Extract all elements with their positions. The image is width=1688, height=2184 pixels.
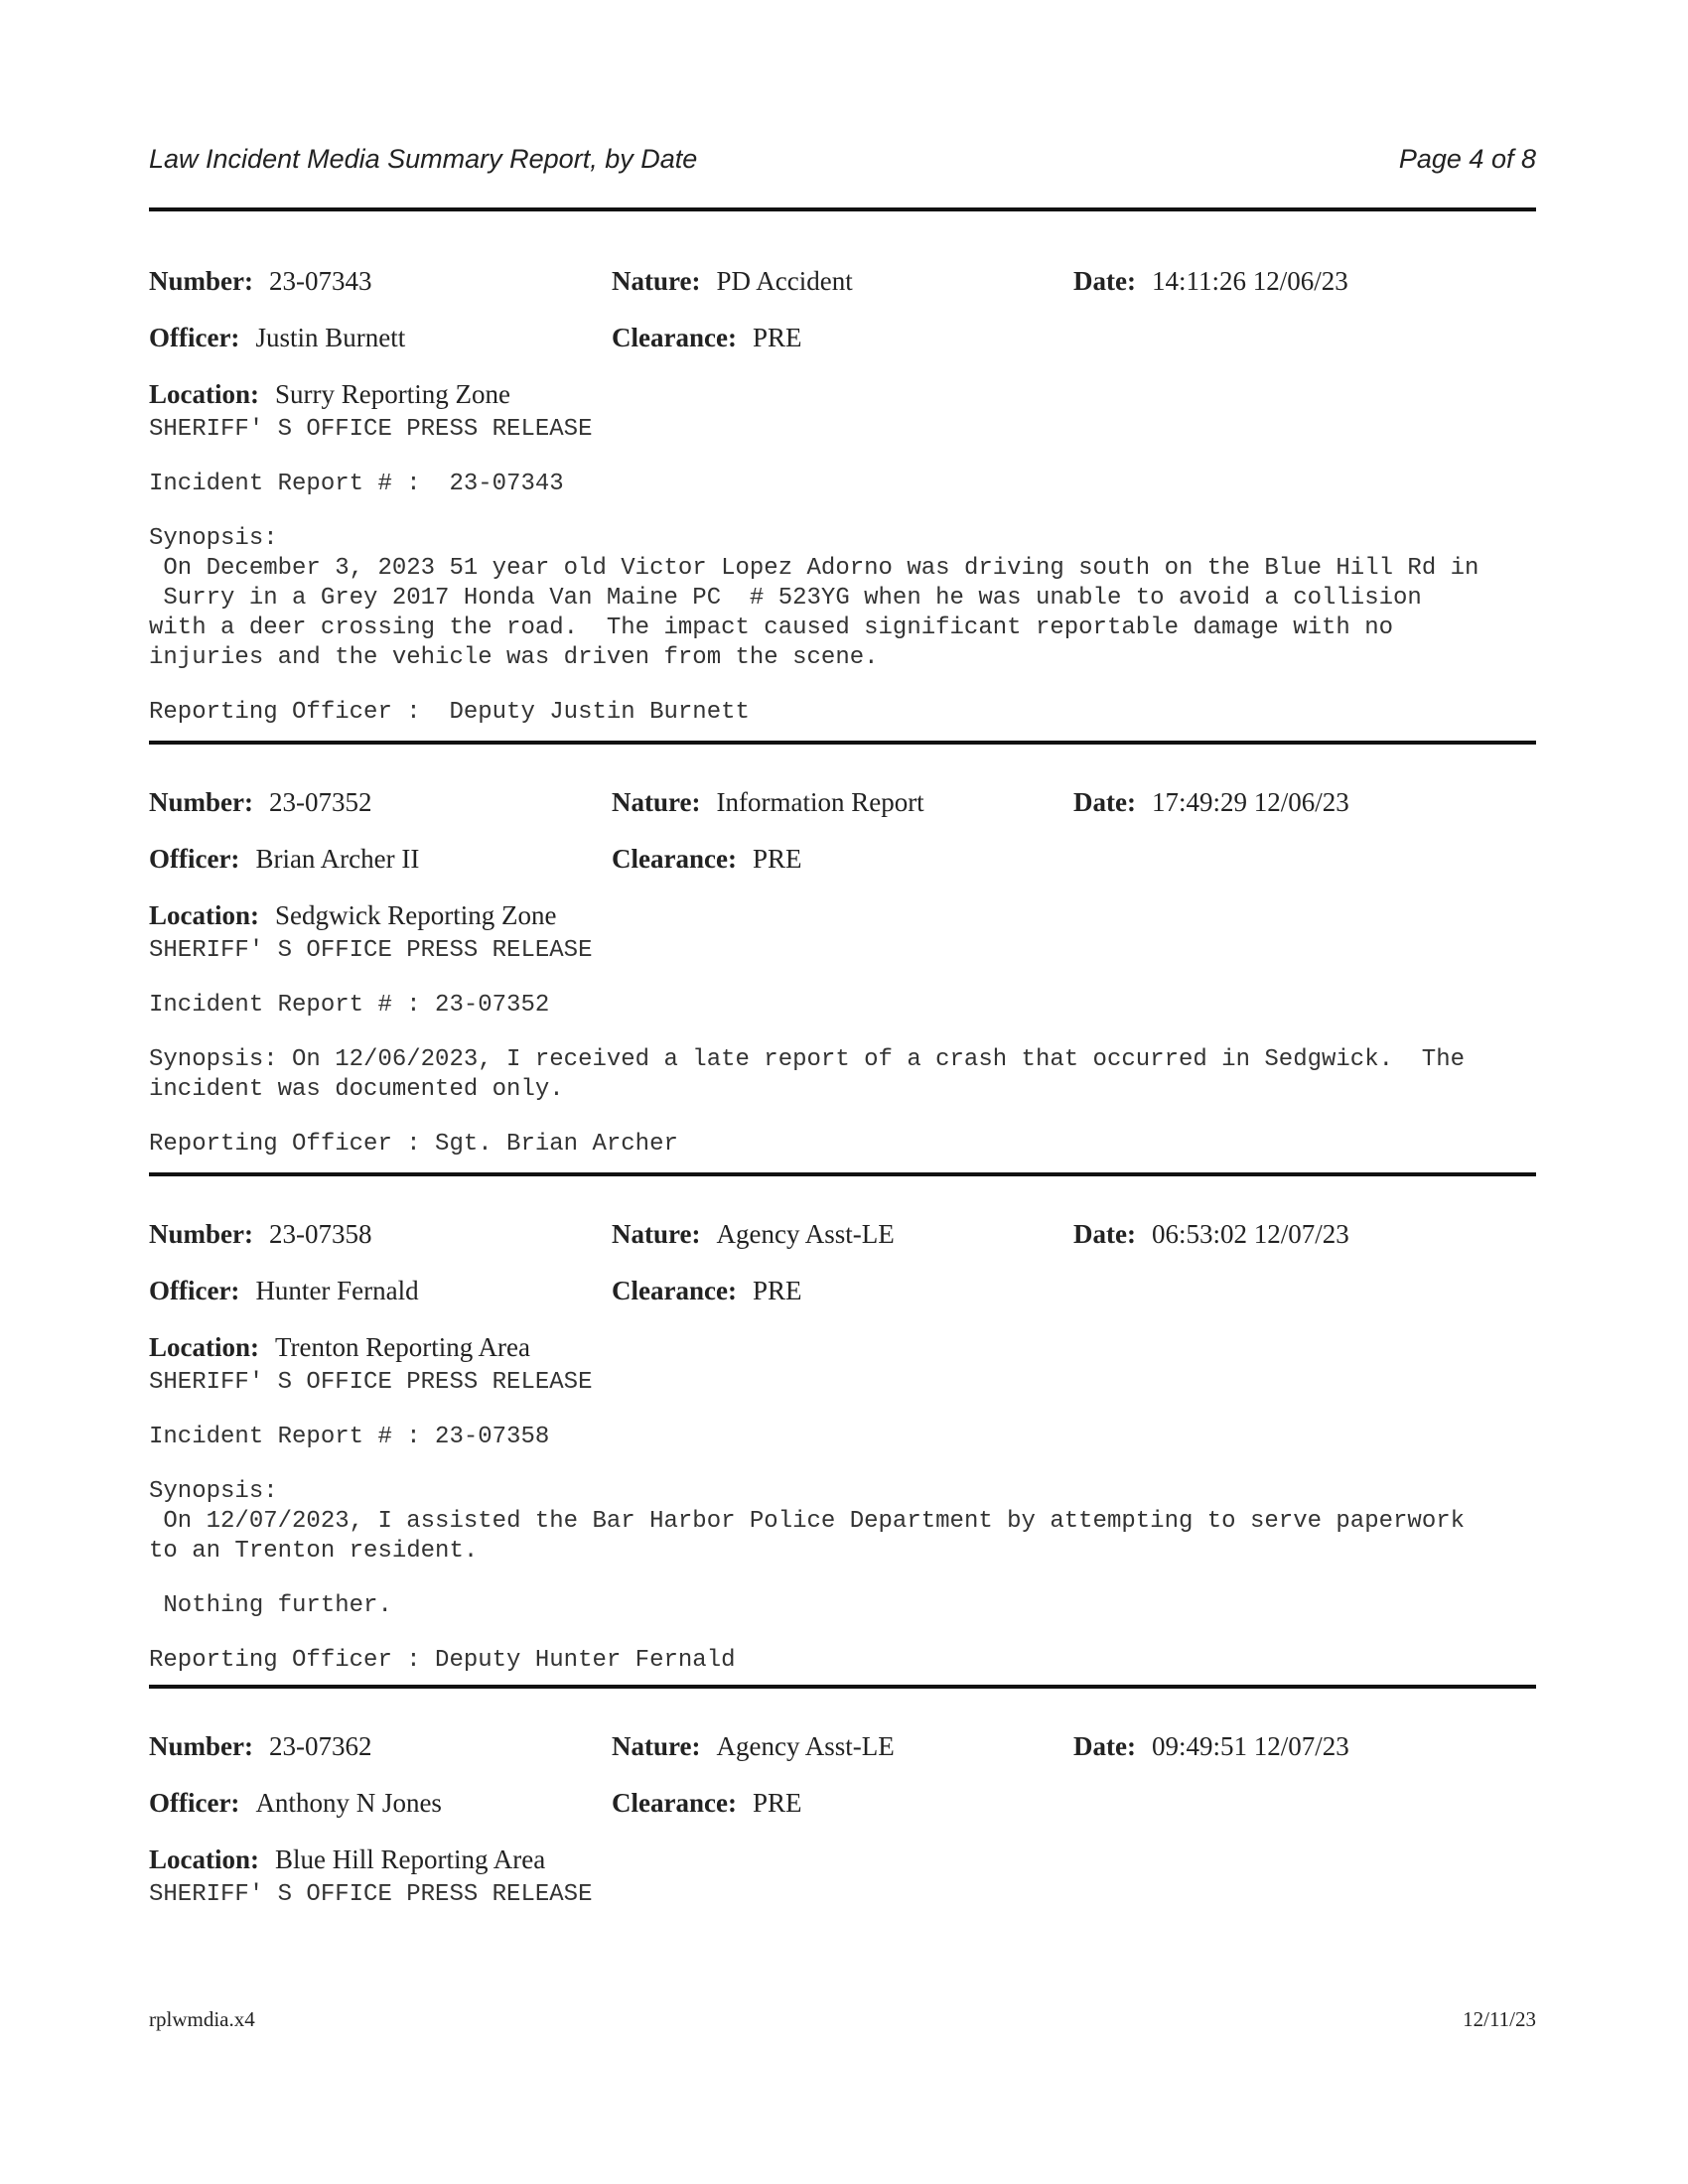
location-label: Location: <box>149 900 259 930</box>
number-field <box>149 266 371 297</box>
clearance-label: Clearance: <box>612 1788 737 1818</box>
incident-summary-row <box>149 1731 1536 1788</box>
officer-field <box>149 323 405 353</box>
date-label: Date: <box>1073 1219 1136 1249</box>
incident-officer: Brian Archer II <box>255 844 420 874</box>
officer-field <box>149 844 419 875</box>
incident-officer-row <box>149 323 1536 379</box>
clearance-label: Clearance: <box>612 1276 737 1305</box>
incident-report-line: Incident Report # : 23-07358 <box>149 1424 550 1450</box>
incident-nature: PD Accident <box>716 266 853 296</box>
incident-location: Trenton Reporting Area <box>275 1332 530 1362</box>
incident-clearance: PRE <box>752 1276 802 1305</box>
date-field <box>1073 1219 1349 1250</box>
nature-label: Nature: <box>612 787 701 817</box>
officer-label: Officer: <box>149 323 240 352</box>
incident-record <box>149 1731 1536 1910</box>
location-field <box>149 1844 1536 1880</box>
incident-location: Blue Hill Reporting Area <box>275 1844 546 1874</box>
location-label: Location: <box>149 1332 259 1362</box>
incident-nature: Agency Asst-LE <box>716 1731 895 1761</box>
incident-number: 23-07343 <box>268 266 372 296</box>
clearance-field <box>612 1788 801 1819</box>
location-field <box>149 900 1536 936</box>
officer-label: Officer: <box>149 1276 240 1305</box>
print-date: 12/11/23 <box>1463 2007 1536 2031</box>
incident-date: 06:53:02 12/07/23 <box>1151 1219 1349 1249</box>
incident-nature: Agency Asst-LE <box>716 1219 895 1249</box>
incident-officer: Anthony N Jones <box>255 1788 442 1818</box>
number-field <box>149 1731 371 1762</box>
nature-label: Nature: <box>612 1731 701 1761</box>
nature-label: Nature: <box>612 1219 701 1249</box>
location-field <box>149 379 1536 415</box>
synopsis-text: Synopsis: On December 3, 2023 51 year old Victor Lopez Adorno was driving south on the Blue Hill Rd in Surry in a Grey 2017 Honda Van Maine PC # 523YG when he was unable to avoid a collision with a deer crossing the road. The impact caused significant reportable damage with no injuries and the vehicle was driven from the scene. <box>149 525 1479 671</box>
incident-clearance: PRE <box>752 323 802 352</box>
incident-report-line: Incident Report # : 23-07352 <box>149 992 550 1019</box>
incident-officer: Hunter Fernald <box>255 1276 419 1305</box>
incident-location: Sedgwick Reporting Zone <box>275 900 557 930</box>
clearance-field <box>612 1276 801 1306</box>
incident-number: 23-07362 <box>268 1731 372 1761</box>
officer-field <box>149 1788 442 1819</box>
nature-field <box>612 787 924 818</box>
incident-divider <box>149 741 1536 745</box>
report-code: rplwmdia.x4 <box>149 2007 255 2031</box>
incident-officer-row <box>149 844 1536 900</box>
incident-summary-row <box>149 787 1536 844</box>
location-label: Location: <box>149 1844 259 1874</box>
incident-summary-row <box>149 266 1536 323</box>
incident-clearance: PRE <box>752 844 802 874</box>
synopsis-extra-text: Nothing further. <box>149 1592 392 1619</box>
report-title: Law Incident Media Summary Report, by Date <box>149 144 698 174</box>
clearance-field <box>612 844 801 875</box>
incident-location: Surry Reporting Zone <box>275 379 510 409</box>
press-release-line: SHERIFF' S OFFICE PRESS RELEASE <box>149 1881 593 1908</box>
synopsis-text: Synopsis: On 12/07/2023, I assisted the Bar Harbor Police Department by attempting to serve paperwork to an Trenton resident. <box>149 1478 1466 1565</box>
press-release-line: SHERIFF' S OFFICE PRESS RELEASE <box>149 416 593 443</box>
incident-record <box>149 1219 1536 1676</box>
reporting-officer-line: Reporting Officer : Sgt. Brian Archer <box>149 1131 678 1158</box>
press-release-line: SHERIFF' S OFFICE PRESS RELEASE <box>149 1369 593 1396</box>
number-label: Number: <box>149 787 253 817</box>
officer-label: Officer: <box>149 1788 240 1818</box>
nature-field <box>612 266 853 297</box>
clearance-field <box>612 323 801 353</box>
header-divider <box>149 207 1536 211</box>
incident-number: 23-07358 <box>268 1219 372 1249</box>
incident-officer: Justin Burnett <box>255 323 406 352</box>
reporting-officer-line: Reporting Officer : Deputy Hunter Fernald <box>149 1647 736 1674</box>
number-field <box>149 787 371 818</box>
incident-officer-row <box>149 1788 1536 1844</box>
incident-record <box>149 787 1536 1160</box>
reporting-officer-line: Reporting Officer : Deputy Justin Burnett <box>149 699 750 726</box>
incident-clearance: PRE <box>752 1788 802 1818</box>
incident-summary-row <box>149 1219 1536 1276</box>
location-label: Location: <box>149 379 259 409</box>
date-label: Date: <box>1073 1731 1136 1761</box>
report-header <box>149 144 1536 184</box>
clearance-label: Clearance: <box>612 844 737 874</box>
incident-date: 09:49:51 12/07/23 <box>1151 1731 1349 1761</box>
nature-field <box>612 1219 895 1250</box>
page-indicator: Page 4 of 8 <box>1398 144 1536 174</box>
incident-record <box>149 266 1536 728</box>
number-label: Number: <box>149 1219 253 1249</box>
synopsis-text: Synopsis: On 12/06/2023, I received a late report of a crash that occurred in Sedgwick. The incident was documented only. <box>149 1046 1466 1103</box>
date-field <box>1073 787 1349 818</box>
number-field <box>149 1219 371 1250</box>
nature-field <box>612 1731 895 1762</box>
incident-number: 23-07352 <box>268 787 372 817</box>
officer-field <box>149 1276 419 1306</box>
number-label: Number: <box>149 1731 253 1761</box>
date-label: Date: <box>1073 787 1136 817</box>
incident-divider <box>149 1172 1536 1176</box>
date-label: Date: <box>1073 266 1136 296</box>
incident-divider <box>149 1685 1536 1689</box>
press-release-line: SHERIFF' S OFFICE PRESS RELEASE <box>149 937 593 964</box>
date-field <box>1073 266 1348 297</box>
incident-date: 14:11:26 12/06/23 <box>1151 266 1348 296</box>
incident-report-line: Incident Report # : 23-07343 <box>149 471 564 497</box>
location-field <box>149 1332 1536 1368</box>
incident-date: 17:49:29 12/06/23 <box>1151 787 1349 817</box>
officer-label: Officer: <box>149 844 240 874</box>
incident-officer-row <box>149 1276 1536 1332</box>
date-field <box>1073 1731 1349 1762</box>
number-label: Number: <box>149 266 253 296</box>
incident-nature: Information Report <box>716 787 924 817</box>
nature-label: Nature: <box>612 266 701 296</box>
clearance-label: Clearance: <box>612 323 737 352</box>
